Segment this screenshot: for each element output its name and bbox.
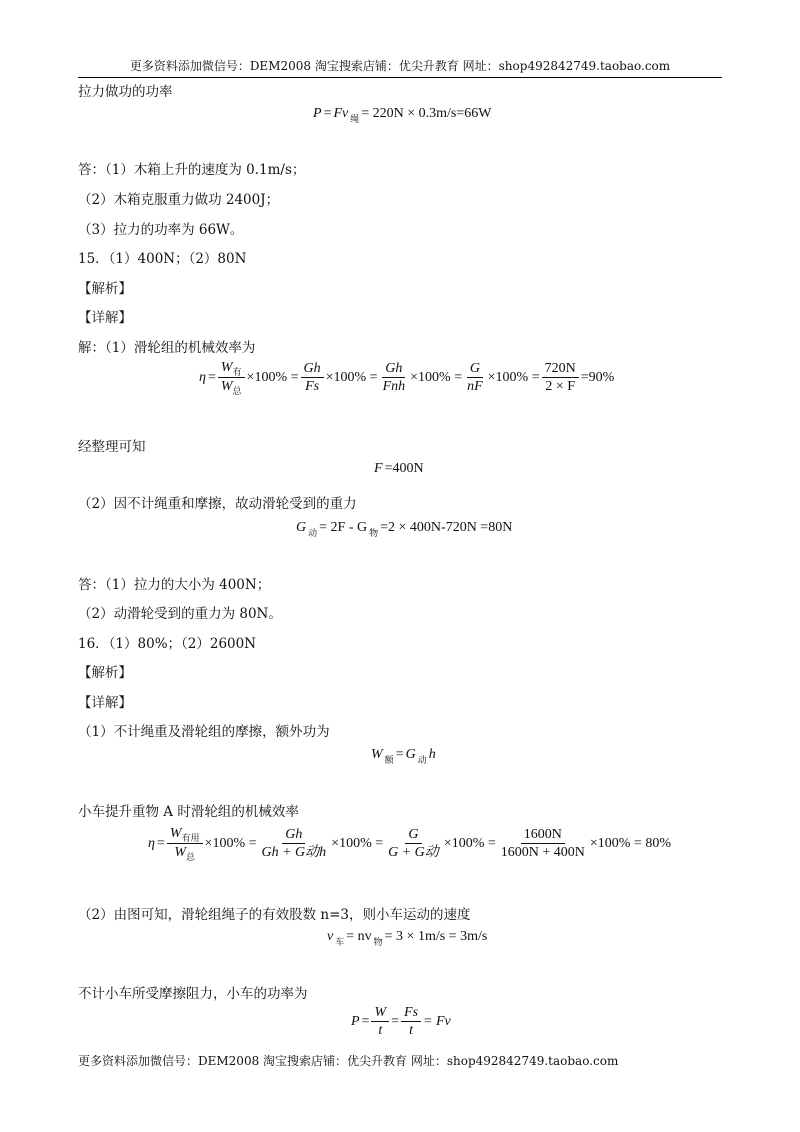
equation-efficiency-car: η = $\frac{W_{有用}}{W_总}$ ×100% = $\frac{Gh}{\text{Gh + G动h}}$ ×100% = $\frac{G}{\text{G + G动}}$ ×100% = $\frac{1600N}{1600N + 400N}$ ×100% = 80% — [148, 826, 671, 862]
text-line: 拉力做功的功率 — [78, 84, 173, 100]
answer-line: 答：（1）木箱上升的速度为 0.1m/s； — [78, 162, 306, 178]
equation-power: P = Fv 绳 = 220N × 0.3m/s=66W — [313, 106, 492, 124]
text-line: （1）不计绳重及滑轮组的摩擦，额外功为 — [78, 724, 330, 740]
equation-car-power: P = $\frac{W}{t}$ = $\frac{Fs}{t}$ = Fv — [351, 1005, 451, 1038]
analysis-label: 【解析】 — [78, 281, 132, 297]
equation-pulley-weight: G 动 = 2F - G 物 =2 × 400N-720N =80N — [296, 520, 513, 538]
answer-line: （2）动滑轮受到的重力为 80N。 — [78, 606, 282, 622]
text-line: （2）因不计绳重和摩擦，故动滑轮受到的重力 — [78, 496, 357, 512]
text-line: 小车提升重物 A 时滑轮组的机械效率 — [78, 804, 299, 820]
text-line: 经整理可知 — [78, 439, 146, 455]
page-header: 更多资料添加微信号：DEM2008 淘宝搜索店铺：优尖升教育 网址：shop492842749.taobao.com — [78, 57, 722, 78]
page-footer: 更多资料添加微信号：DEM2008 淘宝搜索店铺：优尖升教育 网址：shop492842749.taobao.com — [78, 1054, 619, 1068]
equation-force: F =400N — [374, 461, 424, 476]
answer-line: 答：（1）拉力的大小为 400N； — [78, 577, 271, 593]
answer-line: （3）拉力的功率为 66W。 — [78, 222, 244, 238]
text-line: 解：（1）滑轮组的机械效率为 — [78, 340, 256, 356]
question-16-heading: 16．（1）80%；（2）2600N — [78, 636, 257, 652]
equation-car-speed: v 车 = nv 物 = 3 × 1m/s = 3m/s — [327, 929, 488, 947]
detail-label: 【详解】 — [78, 695, 132, 711]
text-line: 不计小车所受摩擦阻力，小车的功率为 — [78, 986, 308, 1002]
detail-label: 【详解】 — [78, 310, 132, 326]
analysis-label: 【解析】 — [78, 665, 132, 681]
equation-efficiency: η = $\frac{W_有}{W_总}$ ×100% = $\frac{Gh}{Fs}$ ×100% = $\frac{Gh}{\text{Fnh}}$ ×100% = $\frac{G}{nF}$ ×100% = $\frac{720N}{2 \times F}$ =90% — [199, 360, 615, 396]
equation-extra-work: W 额 = G 动 h — [371, 747, 436, 765]
answer-line: （2）木箱克服重力做功 2400J； — [78, 192, 280, 208]
question-15-heading: 15．（1）400N；（2）80N — [78, 251, 247, 267]
text-line: （2）由图可知，滑轮组绳子的有效股数 n=3，则小车运动的速度 — [78, 907, 471, 923]
